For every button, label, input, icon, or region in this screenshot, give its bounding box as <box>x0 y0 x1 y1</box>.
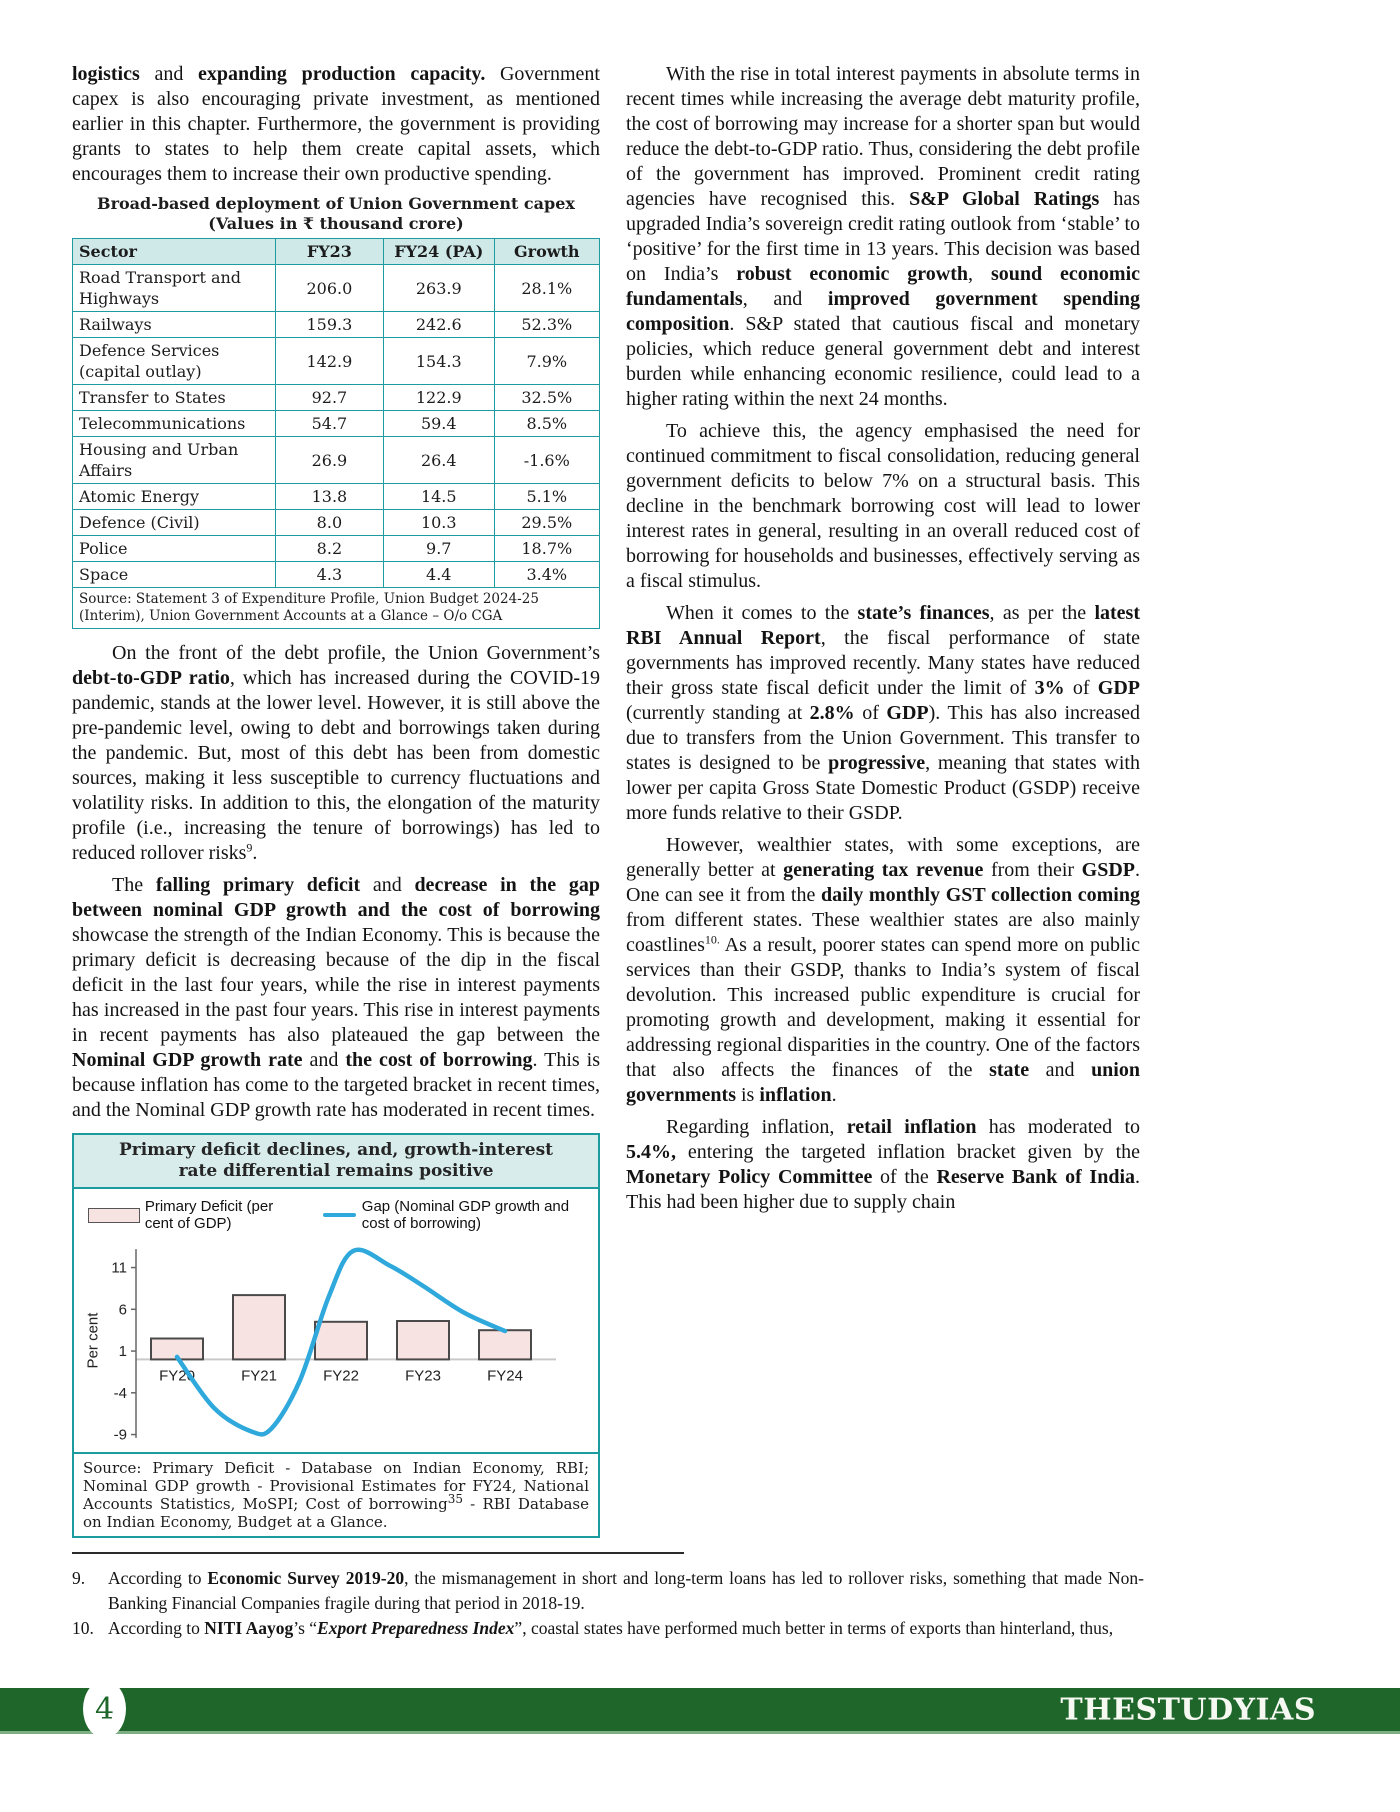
emphasis: Monetary Policy Committee <box>626 1166 873 1188</box>
bar <box>397 1321 449 1359</box>
emphasis: logistics <box>72 63 140 85</box>
table-cell: 14.5 <box>383 484 494 510</box>
table-cell: 142.9 <box>275 338 383 385</box>
emphasis: GSDP <box>1081 859 1135 881</box>
table-cell: 154.3 <box>383 338 494 385</box>
paragraph-debt-profile: On the front of the debt profile, the Union Government’s debt-to-GDP ratio, which has increased during the COVID-19 pandemic, stands at the lower level. However, it is still above the pre-pandemic level, owing to debt and borrowings taken during the pandemic. But, most of this debt has been from domestic sources, making it less susceptible to currency fluctuations and volatility risks. In addition to this, the elongation of the maturity profile (i.e., increasing the tenure of borrowings) has led to reduced rollover risks$^9$. <box>72 642 600 864</box>
table-cell: 32.5% <box>494 385 599 411</box>
page-number-badge <box>83 1680 126 1738</box>
table-cell: Police <box>73 536 276 562</box>
emphasis: debt-to-GDP ratio <box>72 667 230 689</box>
emphasis: improved government spending composition <box>626 288 1140 335</box>
paragraph-retail-inflation: Regarding inflation, retail inflation has moderated to 5.4%, entering the targeted inflation bracket given by the Monetary Policy Committee of the Reserve Bank of India. This had been higher due to supply chain <box>626 1116 1141 1213</box>
footnote-text: According to Economic Survey 2019-20, the mismanagement in short and long-term loans has led to rollover risks, something that made Non-Banking Financial Companies fragile during that period in 2018-19. <box>108 1568 1144 1613</box>
emphasis: expanding production capacity. <box>197 63 486 85</box>
y-tick-label: 1 <box>118 1343 127 1361</box>
chart-y-axis-label: Per cent <box>84 1312 102 1369</box>
table-title-line2: (Values in ₹ thousand crore) <box>208 214 464 233</box>
emphasis: state <box>989 1059 1030 1081</box>
table-source-row <box>73 588 600 629</box>
emphasis: Nominal GDP growth rate <box>72 1049 303 1071</box>
table-cell: 28.1% <box>494 265 599 312</box>
table-row <box>73 536 600 562</box>
emphasis: robust economic growth <box>736 263 969 285</box>
y-tick-label: -4 <box>113 1384 127 1402</box>
table-cell: Road Transport and Highways <box>73 265 276 312</box>
paragraph-wealthier-states: However, wealthier states, with some exceptions, are generally better at generating tax revenue from their GSDP. One can see it from the daily monthly GST collection coming from different states. These wealthier states are also mainly coastlines$^{10.}$ As a result, poorer states can spend more on public services than their GSDP, thanks to India’s system of fiscal devolution. This increased public expenditure is crucial for promoting growth and development, making it essential for addressing regional disparities in the country. One of the factors that also affects the finances of the state and union governments is inflation. <box>626 834 1140 1106</box>
table-row <box>73 385 600 411</box>
line-swatch-icon <box>323 1213 356 1218</box>
table-title-line1: Broad-based deployment of Union Government capex <box>97 194 575 213</box>
column-header: FY23 <box>275 239 383 265</box>
table-cell: Railways <box>73 312 276 338</box>
emphasis: the cost of borrowing <box>345 1049 533 1071</box>
x-tick-label: FY22 <box>323 1367 359 1385</box>
emphasis: 5.4%, <box>626 1141 676 1163</box>
footnote-rule <box>72 1552 684 1554</box>
table-cell: 4.3 <box>275 562 383 588</box>
paragraph-state-finances: When it comes to the state’s finances, as per the latest RBI Annual Report, the fiscal performance of state governments has improved recently. Many states have reduced their gross state fiscal deficit under the limit of 3% of GDP (currently standing at 2.8% of GDP). This has also increased due to transfers from the Union Government. This transfer to states is designed to be progressive, meaning that states with lower per capita Gross State Domestic Product (GSDP) receive more funds relative to their GSDP. <box>626 602 1141 824</box>
table-cell: 263.9 <box>383 265 494 312</box>
x-tick-label: FY20 <box>159 1367 195 1385</box>
right-column <box>626 62 1140 1538</box>
legend-item-bar <box>88 1198 301 1232</box>
emphasis: union governments <box>626 1059 1140 1106</box>
table-cell: 159.3 <box>275 312 383 338</box>
table-cell: 7.9% <box>494 338 599 385</box>
chart-svg <box>98 1234 558 1452</box>
table-cell: 122.9 <box>383 385 494 411</box>
table-cell: 206.0 <box>275 265 383 312</box>
left-column <box>72 62 600 1538</box>
x-tick-label: FY21 <box>241 1367 277 1385</box>
emphasis: 3% <box>1034 677 1065 699</box>
chart-title: Primary deficit declines, and, growth-interest rate differential remains positive <box>74 1135 598 1189</box>
footnote-9 <box>72 1566 1144 1616</box>
table-cell: 242.6 <box>383 312 494 338</box>
superscript: 10. <box>704 932 720 947</box>
table-cell: Housing and Urban Affairs <box>73 437 276 484</box>
table-cell: 3.4% <box>494 562 599 588</box>
y-tick-label: 6 <box>118 1301 127 1319</box>
emphasis: 2.8% <box>809 702 855 724</box>
column-header: FY24 (PA) <box>383 239 494 265</box>
y-tick-label: -9 <box>113 1426 127 1444</box>
footer-bar <box>0 1688 1400 1734</box>
paragraph-fiscal-consolidation: To achieve this, the agency emphasised the need for continued commitment to fiscal consolidation, reducing general government deficits to below 7% on a structural basis. This decline in the benchmark borrowing cost will lead to lower interest rates in general, resulting in an overall reduced cost of borrowing for households and businesses, effectively serving as a fiscal stimulus. <box>626 420 1140 592</box>
table-cell: Atomic Energy <box>73 484 276 510</box>
legend-item-line <box>323 1198 598 1232</box>
chart <box>72 1133 600 1538</box>
x-tick-label: FY23 <box>405 1367 441 1385</box>
table-row <box>73 338 600 385</box>
table-cell: 13.8 <box>275 484 383 510</box>
chart-source: Source: Primary Deficit - Database on Indian Economy, RBI; Nominal GDP growth - Provisional Estimates for FY24, National Accounts Statistics, MoSPI; Cost of borrowing$^{35}$ - RBI Database on Indian Economy, Budget at a Glance. <box>74 1452 598 1536</box>
table-cell: 52.3% <box>494 312 599 338</box>
chart-plot <box>74 1232 598 1452</box>
emphasis: Economic Survey 2019-20 <box>207 1568 405 1588</box>
table-cell: 8.5% <box>494 411 599 437</box>
y-tick-label: 11 <box>111 1259 127 1277</box>
table-row <box>73 312 600 338</box>
table-source: Source: Statement 3 of Expenditure Profile, Union Budget 2024-25 (Interim), Union Government Accounts at a Glance – O/o CGA <box>73 588 600 629</box>
bar <box>479 1330 531 1359</box>
chart-legend <box>74 1189 598 1232</box>
table-header-row <box>73 239 600 265</box>
footnote-10 <box>72 1616 1144 1641</box>
table-title <box>72 194 600 234</box>
superscript: 9 <box>246 840 253 855</box>
column-header: Sector <box>73 239 276 265</box>
table-cell: Transfer to States <box>73 385 276 411</box>
emphasis: daily monthly GST collection coming <box>821 884 1140 906</box>
bar <box>315 1322 367 1360</box>
table-cell: 26.4 <box>383 437 494 484</box>
table-cell: Defence (Civil) <box>73 510 276 536</box>
emphasis: progressive <box>828 752 926 774</box>
emphasis: latest RBI Annual Report <box>626 602 1140 649</box>
table-cell: -1.6% <box>494 437 599 484</box>
table-cell: 29.5% <box>494 510 599 536</box>
emphasis: Export Preparedness Index <box>317 1618 515 1638</box>
table-cell: 92.7 <box>275 385 383 411</box>
table-row <box>73 411 600 437</box>
table-cell: Telecommunications <box>73 411 276 437</box>
table-row <box>73 484 600 510</box>
footnote-text: According to NITI Aayog’s “Export Preparedness Index”, coastal states have performed much better in terms of exports than hinterland, thus, <box>108 1618 1114 1638</box>
table-cell: 9.7 <box>383 536 494 562</box>
table-row <box>73 562 600 588</box>
table-cell: Space <box>73 562 276 588</box>
table-row <box>73 510 600 536</box>
emphasis: retail inflation <box>846 1116 977 1138</box>
table-cell: 10.3 <box>383 510 494 536</box>
table-row <box>73 437 600 484</box>
capex-table <box>72 238 600 629</box>
table-cell: 59.4 <box>383 411 494 437</box>
emphasis: inflation <box>759 1084 832 1106</box>
paragraph-interest-payments: With the rise in total interest payments in absolute terms in recent times while increasing the average debt maturity profile, the cost of borrowing may increase for a shorter span but would reduce the debt-to-GDP ratio. Thus, considering the debt profile of the government has improved. Prominent credit rating agencies have recognised this. S&P Global Ratings has upgraded India’s sovereign credit rating outlook from ‘stable’ to ‘positive’ for the first time in 13 years. This decision was based on India’s robust economic growth, sound economic fundamentals, and improved government spending composition. S&P stated that cautious fiscal and monetary policies, which reduce general government debt and interest burden while enhancing economic resilience, could lead to a higher rating within the next 24 months. <box>626 63 1141 410</box>
emphasis: falling primary deficit <box>155 874 361 896</box>
table-cell: 4.4 <box>383 562 494 588</box>
table-cell: 8.0 <box>275 510 383 536</box>
table-cell: Defence Services (capital outlay) <box>73 338 276 385</box>
emphasis: NITI Aayog <box>204 1618 294 1638</box>
table-row <box>73 265 600 312</box>
emphasis: S&P Global Ratings <box>909 188 1100 210</box>
footnotes <box>72 1552 1144 1641</box>
table-cell: 8.2 <box>275 536 383 562</box>
table-cell: 54.7 <box>275 411 383 437</box>
emphasis: generating tax revenue <box>783 859 984 881</box>
bar-swatch-icon <box>88 1208 140 1223</box>
paragraph-intro: logistics and expanding production capacity. Government capex is also encouraging private investment, as mentioned earlier in this chapter. Furthermore, the government is providing grants to states to help them create capital assets, which encourages them to increase their own productive spending. <box>72 63 600 185</box>
footnote-number: 10. <box>72 1618 94 1638</box>
footnote-number: 9. <box>72 1568 86 1588</box>
column-header: Growth <box>494 239 599 265</box>
page-content <box>72 62 1140 1538</box>
x-tick-label: FY24 <box>487 1367 523 1385</box>
table-cell: 5.1% <box>494 484 599 510</box>
emphasis: Reserve Bank of India <box>936 1166 1135 1188</box>
table-cell: 18.7% <box>494 536 599 562</box>
legend-label-bar: Primary Deficit (per cent of GDP) <box>144 1198 274 1232</box>
table-cell: 26.9 <box>275 437 383 484</box>
emphasis: state’s finances <box>857 602 990 624</box>
bar <box>233 1295 285 1359</box>
emphasis: GDP <box>886 702 929 724</box>
page-number: 4 <box>94 1691 115 1727</box>
legend-label-line: Gap (Nominal GDP growth and cost of borrowing) <box>361 1198 570 1232</box>
brand-logo-text: THESTUDYIAS <box>1060 1692 1316 1727</box>
paragraph-primary-deficit: The falling primary deficit and decrease in the gap between nominal GDP growth and the cost of borrowing showcase the strength of the Indian Economy. This is because the primary deficit is decreasing because of the dip in the fiscal deficit in the last four years, while the rise in interest payments has increased in the past four years. This rise in interest payments in recent payments has also plateaued the gap between the Nominal GDP growth rate and the cost of borrowing. This is because inflation has come to the targeted bracket in recent times, and the Nominal GDP growth rate has moderated in recent times. <box>72 874 600 1121</box>
emphasis: sound economic fundamentals <box>626 263 1141 310</box>
emphasis: GDP <box>1097 677 1140 699</box>
emphasis: decrease in the gap between nominal GDP growth and the cost of borrowing <box>72 874 600 921</box>
superscript: 35 <box>447 1492 463 1506</box>
